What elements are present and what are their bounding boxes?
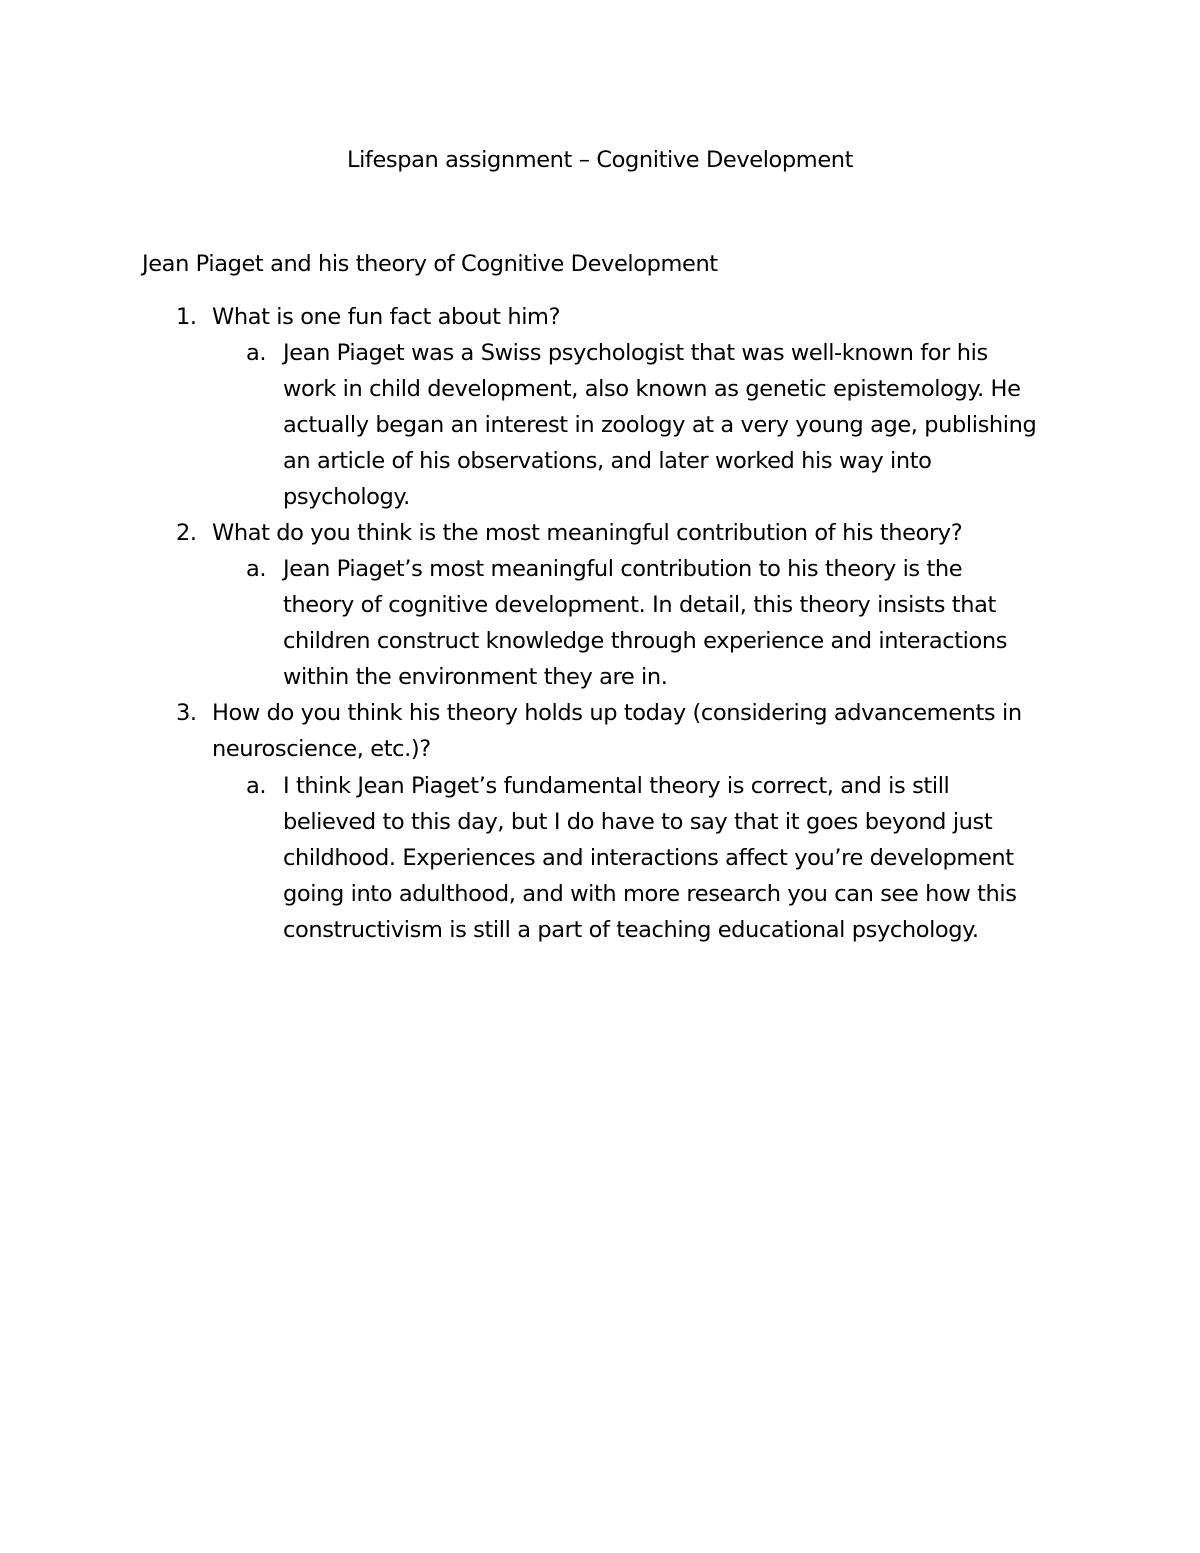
answer-line: actually began an interest in zoology at a very young age, publishing bbox=[283, 412, 1037, 438]
question-number: 2. bbox=[176, 520, 197, 546]
answer-line: constructivism is still a part of teaching educational psychology. bbox=[283, 917, 979, 943]
answer-marker: a. bbox=[246, 340, 267, 366]
answer-line: within the environment they are in. bbox=[283, 664, 668, 690]
question-number: 1. bbox=[176, 304, 197, 330]
answer-line: Jean Piaget was a Swiss psychologist that was well-known for his bbox=[283, 340, 988, 366]
answer-marker: a. bbox=[246, 556, 267, 582]
document-subject-heading: Jean Piaget and his theory of Cognitive Development bbox=[142, 251, 718, 277]
answer-line: believed to this day, but I do have to say that it goes beyond just bbox=[283, 809, 993, 835]
question-text: What is one fun fact about him? bbox=[212, 304, 561, 330]
answer-line: I think Jean Piaget’s fundamental theory is correct, and is still bbox=[283, 773, 950, 799]
answer-line: children construct knowledge through experience and interactions bbox=[283, 628, 1008, 654]
answer-line: childhood. Experiences and interactions affect you’re development bbox=[283, 845, 1014, 871]
answer-line: psychology. bbox=[283, 484, 410, 510]
answer-line: going into adulthood, and with more research you can see how this bbox=[283, 881, 1017, 907]
answer-marker: a. bbox=[246, 773, 267, 799]
answer-line: theory of cognitive development. In detail, this theory insists that bbox=[283, 592, 996, 618]
answer-line: an article of his observations, and later worked his way into bbox=[283, 448, 932, 474]
question-text: neuroscience, etc.)? bbox=[212, 736, 431, 762]
answer-line: Jean Piaget’s most meaningful contribution to his theory is the bbox=[283, 556, 963, 582]
question-text: What do you think is the most meaningful contribution of his theory? bbox=[212, 520, 963, 546]
document-title: Lifespan assignment – Cognitive Development bbox=[346, 147, 854, 173]
answer-line: work in child development, also known as genetic epistemology. He bbox=[283, 376, 1021, 402]
question-number: 3. bbox=[176, 700, 197, 726]
question-text: How do you think his theory holds up today (considering advancements in bbox=[212, 700, 1022, 726]
